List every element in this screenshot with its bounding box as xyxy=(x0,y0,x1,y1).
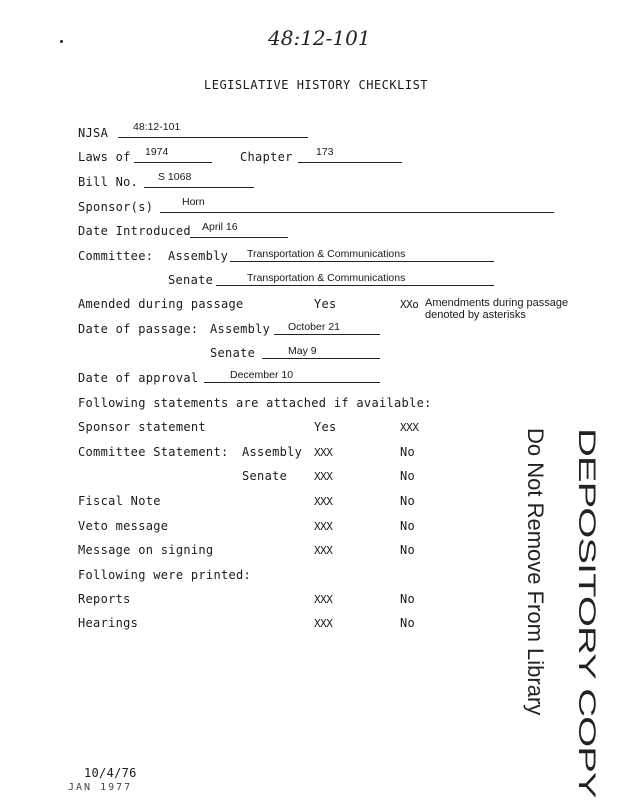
fiscal-note-label: Fiscal Note xyxy=(78,494,161,508)
committee-assembly-label: Assembly xyxy=(168,249,229,263)
footer-date: 10/4/76 xyxy=(84,766,137,780)
amended-note-line2: denoted by asterisks xyxy=(425,309,526,321)
committee-senate-value: Transportation & Communications xyxy=(247,272,406,284)
committee-statement-assembly-no: No xyxy=(400,445,416,459)
committee-statement-assembly-yes-struck: XXX xyxy=(314,446,333,459)
committee-assembly-value: Transportation & Communications xyxy=(247,248,406,260)
laws-of-value: 1974 xyxy=(145,146,169,158)
date-introduced-underline xyxy=(190,237,288,238)
passage-label: Date of passage: xyxy=(78,322,199,336)
committee-senate-underline xyxy=(216,285,494,286)
sponsors-label: Sponsor(s) xyxy=(78,200,154,214)
margin-mark xyxy=(60,40,63,43)
page-title: LEGISLATIVE HISTORY CHECKLIST xyxy=(204,78,429,92)
reports-no: No xyxy=(400,592,416,606)
passage-assembly-underline xyxy=(274,334,380,335)
laws-of-label: Laws of xyxy=(78,150,131,164)
committee-statement-label: Committee Statement: xyxy=(78,445,229,459)
njsa-value: 48:12-101 xyxy=(133,121,181,133)
passage-assembly-label: Assembly xyxy=(210,322,271,336)
footer-received-stamp: JAN 1977 xyxy=(68,782,133,793)
date-introduced-value: April 16 xyxy=(202,221,238,233)
chapter-value: 173 xyxy=(316,146,334,158)
amended-label: Amended during passage xyxy=(78,297,244,311)
statements-heading: Following statements are attached if available: xyxy=(78,396,432,410)
committee-assembly-underline xyxy=(230,261,494,262)
laws-of-underline xyxy=(134,162,212,163)
committee-senate-label: Senate xyxy=(168,273,214,287)
sponsor-statement-label: Sponsor statement xyxy=(78,420,206,434)
approval-underline xyxy=(204,382,380,383)
bill-no-underline xyxy=(144,187,254,188)
amended-yes: Yes xyxy=(314,297,337,311)
passage-senate-underline xyxy=(262,358,380,359)
hearings-label: Hearings xyxy=(78,616,139,630)
hearings-yes-struck: XXX xyxy=(314,617,333,630)
veto-message-no: No xyxy=(400,519,416,533)
message-on-signing-no: No xyxy=(400,543,416,557)
veto-message-yes-struck: XXX xyxy=(314,520,333,533)
sponsor-statement-yes: Yes xyxy=(314,420,337,434)
committee-statement-assembly-label: Assembly xyxy=(242,445,303,459)
hearings-no: No xyxy=(400,616,416,630)
reports-yes-struck: XXX xyxy=(314,593,333,606)
bill-no-label: Bill No. xyxy=(78,175,139,189)
message-on-signing-label: Message on signing xyxy=(78,543,214,557)
committee-statement-senate-yes-struck: XXX xyxy=(314,470,333,483)
committee-statement-senate-no: No xyxy=(400,469,416,483)
bill-no-value: S 1068 xyxy=(158,171,192,183)
reports-label: Reports xyxy=(78,592,131,606)
fiscal-note-yes-struck: XXX xyxy=(314,495,333,508)
chapter-label: Chapter xyxy=(240,150,293,164)
approval-label: Date of approval xyxy=(78,371,199,385)
handwritten-statute-number: 48:12-101 xyxy=(268,26,371,50)
sponsors-value: Horn xyxy=(182,196,205,208)
veto-message-label: Veto message xyxy=(78,519,169,533)
depository-copy-stamp: DEPOSITORY COPY xyxy=(573,428,600,798)
amended-no-struck: XXo xyxy=(400,298,419,311)
committee-label: Committee: xyxy=(78,249,154,263)
do-not-remove-stamp: Do Not Remove From Library xyxy=(523,428,548,716)
approval-value: December 10 xyxy=(230,369,294,381)
njsa-underline xyxy=(118,137,308,138)
message-on-signing-yes-struck: XXX xyxy=(314,544,333,557)
sponsor-statement-no-struck: XXX xyxy=(400,421,419,434)
fiscal-note-no: No xyxy=(400,494,416,508)
amended-note-line1: Amendments during passage xyxy=(425,297,569,309)
printed-heading: Following were printed: xyxy=(78,568,252,582)
sponsors-underline xyxy=(160,212,554,213)
passage-assembly-value: October 21 xyxy=(288,321,340,333)
njsa-label: NJSA xyxy=(78,126,109,140)
date-introduced-label: Date Introduced xyxy=(78,224,191,238)
committee-statement-senate-label: Senate xyxy=(242,469,288,483)
chapter-underline xyxy=(298,162,402,163)
passage-senate-value: May 9 xyxy=(288,345,317,357)
passage-senate-label: Senate xyxy=(210,346,256,360)
